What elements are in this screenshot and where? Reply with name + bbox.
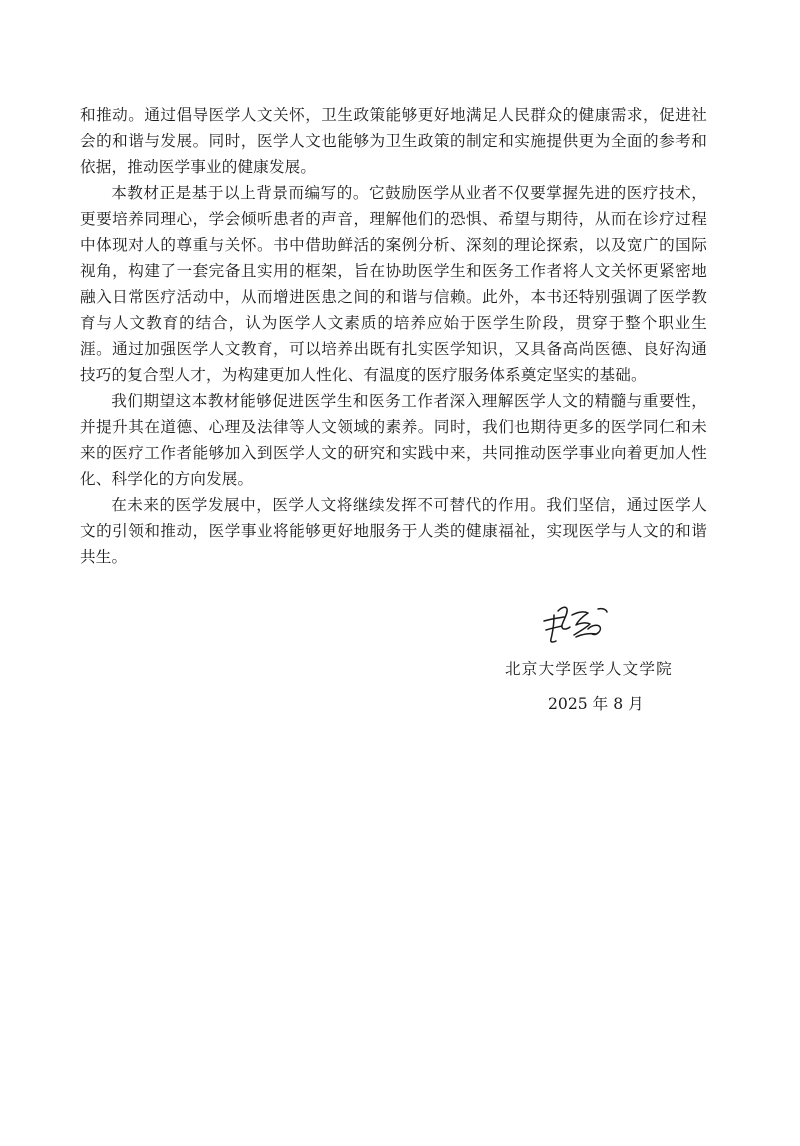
institution-name: 北京大学医学人文学院 (505, 660, 673, 678)
body-text (80, 102, 707, 570)
paragraph-1: 和推动。通过倡导医学人文关怀，卫生政策能够更好地满足人民群众的健康需求，促进社会的和谐与发展。同时，医学人文也能够为卫生政策的制定和实施提供更为全面的参考和依据，推动医学事业的健康发展。 (80, 106, 707, 176)
paragraph-3: 我们期望这本教材能够促进医学生和医务工作者深入理解医学人文的精髓与重要性，并提升其在道德、心理及法律等人文领域的素养。同时，我们也期待更多的医学同仁和未来的医疗工作者能够加入到医学人文的研究和实践中来，共同推动医学事业向着更加人性化、科学化的方向发展。 (80, 392, 707, 488)
paragraph-2: 本教材正是基于以上背景而编写的。它鼓励医学从业者不仅要掌握先进的医疗技术，更要培养同理心，学会倾听患者的声音，理解他们的恐惧、希望与期待，从而在诊疗过程中体现对人的尊重与关怀。书中借助鲜活的案例分析、深刻的理论探索，以及宽广的国际视角，构建了一套完备且实用的框架，旨在协助医学生和医务工作者将人文关怀更紧密地融入日常医疗活动中，从而增进医患之间的和谐与信赖。此外，本书还特别强调了医学教育与人文教育的结合，认为医学人文素质的培养应始于医学生阶段，贯穿于整个职业生涯。通过加强医学人文教育，可以培养出既有扎实医学知识，又具备高尚医德、良好沟通技巧的复合型人才，为构建更加人性化、有温度的医疗服务体系奠定坚实的基础。 (80, 184, 707, 384)
signoff-block (480, 595, 720, 725)
paragraph-4: 在未来的医学发展中，医学人文将继续发挥不可替代的作用。我们坚信，通过医学人文的引领和推动，医学事业将能够更好地服务于人类的健康福祉，实现医学与人文的和谐共生。 (80, 496, 707, 566)
signoff-date: 2025 年 8 月 (548, 695, 644, 713)
handwritten-signature (540, 603, 610, 647)
